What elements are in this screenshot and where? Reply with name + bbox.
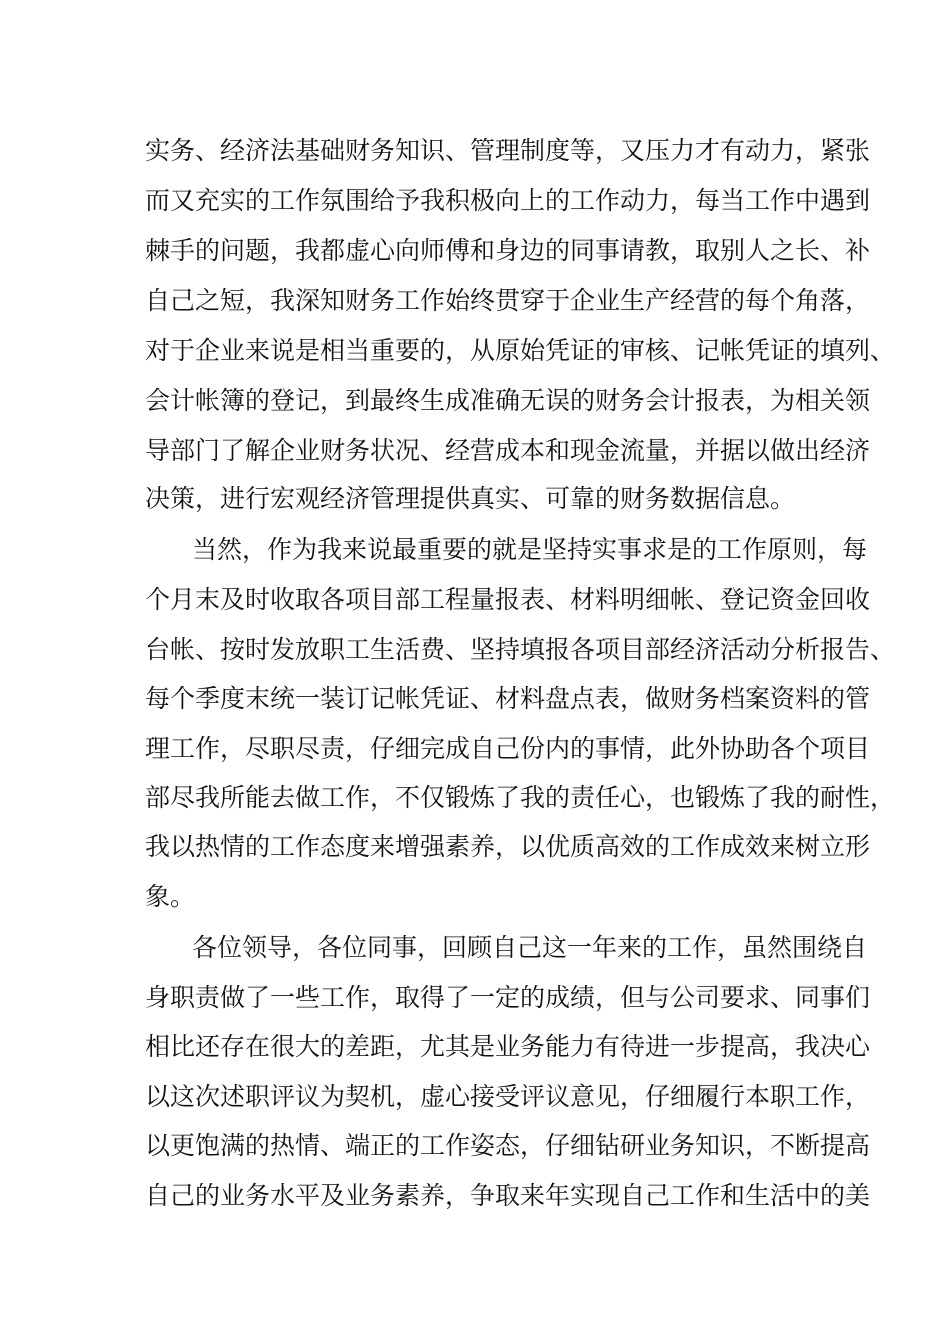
paragraph-1-line-3: 棘手的问题，我都虚心向师傅和身边的同事请教，取别人之长、补 <box>145 236 871 265</box>
paragraph-2-line-3: 台帐、按时发放职工生活费、坚持填报各项目部经济活动分析报告、 <box>145 635 896 664</box>
paragraph-3-line-6: 自己的业务水平及业务素养，争取来年实现自己工作和生活中的美 <box>145 1181 871 1210</box>
paragraph-2-line-7: 我以热情的工作态度来增强素养，以优质高效的工作成效来树立形 <box>145 832 871 861</box>
paragraph-3-line-3: 相比还存在很大的差距，尤其是业务能力有待进一步提高，我决心 <box>145 1032 871 1061</box>
paragraph-1-line-4: 自己之短，我深知财务工作始终贯穿于企业生产经营的每个角落， <box>145 286 871 315</box>
paragraph-3-line-5: 以更饱满的热情、端正的工作姿态，仔细钻研业务知识，不断提高 <box>145 1131 871 1160</box>
paragraph-1-line-8: 决策，进行宏观经济管理提供真实、可靠的财务数据信息。 <box>145 484 796 513</box>
paragraph-2-line-6: 部尽我所能去做工作，不仅锻炼了我的责任心，也锻炼了我的耐性， <box>145 783 896 812</box>
paragraph-3-line-4: 以这次述职评议为契机，虚心接受评议意见，仔细履行本职工作， <box>145 1082 871 1111</box>
paragraph-1-line-1: 实务、经济法基础财务知识、管理制度等，又压力才有动力，紧张 <box>145 136 871 165</box>
paragraph-2-line-1: 当然，作为我来说最重要的就是坚持实事求是的工作原则，每 <box>192 535 868 564</box>
paragraph-2-line-8: 象。 <box>145 882 196 911</box>
paragraph-2-line-2: 个月末及时收取各项目部工程量报表、材料明细帐、登记资金回收 <box>145 585 871 614</box>
paragraph-1-line-7: 导部门了解企业财务状况、经营成本和现金流量，并据以做出经济 <box>145 436 871 465</box>
paragraph-3-line-1: 各位领导，各位同事，回顾自己这一年来的工作，虽然围绕自 <box>192 933 868 962</box>
paragraph-1-line-6: 会计帐簿的登记，到最终生成准确无误的财务会计报表，为相关领 <box>145 386 871 415</box>
paragraph-2-line-4: 每个季度末统一装订记帐凭证、材料盘点表，做财务档案资料的管 <box>145 684 871 713</box>
paragraph-2-line-5: 理工作，尽职尽责，仔细完成自己份内的事情，此外协助各个项目 <box>145 734 871 763</box>
paragraph-1-line-2: 而又充实的工作氛围给予我积极向上的工作动力，每当工作中遇到 <box>145 186 871 215</box>
paragraph-1-line-5: 对于企业来说是相当重要的，从原始凭证的审核、记帐凭证的填列、 <box>145 336 896 365</box>
paragraph-3-line-2: 身职责做了一些工作，取得了一定的成绩，但与公司要求、同事们 <box>145 983 871 1012</box>
